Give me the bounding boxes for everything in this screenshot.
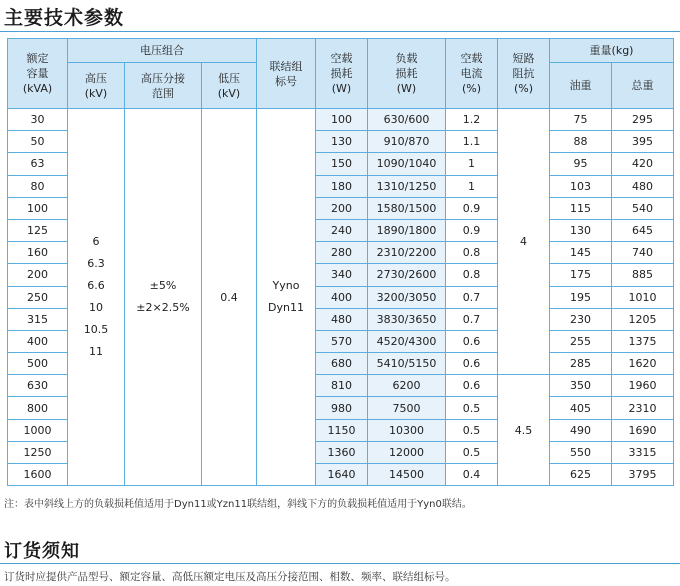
stack-value: 6.3 <box>87 257 105 271</box>
cell-load-loss: 1310/1250 <box>368 175 446 197</box>
cell-load-loss: 3200/3050 <box>368 286 446 308</box>
spec-table <box>7 38 674 486</box>
stack-value: Dyn11 <box>268 301 304 315</box>
cell-load-loss: 1580/1500 <box>368 197 446 219</box>
stack-value: ±2×2.5% <box>136 301 190 315</box>
cell-load-loss: 12000 <box>368 441 446 463</box>
cell-no-load-current: 0.6 <box>446 353 498 375</box>
cell-capacity: 500 <box>8 353 68 375</box>
header-connection: 联结组 标号 <box>257 39 316 109</box>
cell-total-weight: 540 <box>612 197 674 219</box>
cell-load-loss: 2730/2600 <box>368 264 446 286</box>
cell-hv-values <box>68 109 125 486</box>
stack-value: 6 <box>92 235 100 249</box>
cell-no-load-current: 1 <box>446 153 498 175</box>
cell-no-load-current: 0.6 <box>446 330 498 352</box>
cell-oil-weight: 115 <box>550 197 612 219</box>
cell-oil-weight: 88 <box>550 131 612 153</box>
cell-capacity: 100 <box>8 197 68 219</box>
cell-no-load-current: 0.4 <box>446 464 498 486</box>
cell-oil-weight: 130 <box>550 219 612 241</box>
cell-no-load-loss: 150 <box>316 153 368 175</box>
cell-load-loss: 10300 <box>368 419 446 441</box>
header-weight: 重量(kg) <box>550 39 674 63</box>
cell-no-load-current: 0.7 <box>446 308 498 330</box>
cell-impedance: 4.5 <box>498 375 550 486</box>
cell-load-loss: 14500 <box>368 464 446 486</box>
cell-oil-weight: 255 <box>550 330 612 352</box>
cell-no-load-loss: 100 <box>316 109 368 131</box>
cell-load-loss: 4520/4300 <box>368 330 446 352</box>
cell-capacity: 80 <box>8 175 68 197</box>
cell-total-weight: 420 <box>612 153 674 175</box>
cell-no-load-current: 0.5 <box>446 441 498 463</box>
cell-total-weight: 295 <box>612 109 674 131</box>
cell-no-load-loss: 400 <box>316 286 368 308</box>
cell-lv: 0.4 <box>202 109 257 486</box>
cell-oil-weight: 625 <box>550 464 612 486</box>
cell-total-weight: 1690 <box>612 419 674 441</box>
cell-load-loss: 1090/1040 <box>368 153 446 175</box>
cell-no-load-loss: 680 <box>316 353 368 375</box>
cell-no-load-current: 0.9 <box>446 219 498 241</box>
cell-oil-weight: 285 <box>550 353 612 375</box>
cell-no-load-current: 0.5 <box>446 419 498 441</box>
header-impedance: 短路 阻抗 (%) <box>498 39 550 109</box>
cell-total-weight: 1010 <box>612 286 674 308</box>
header-lv: 低压 (kV) <box>202 63 257 109</box>
cell-total-weight: 740 <box>612 242 674 264</box>
stack-value: 11 <box>89 345 103 359</box>
cell-oil-weight: 103 <box>550 175 612 197</box>
cell-capacity: 200 <box>8 264 68 286</box>
cell-oil-weight: 75 <box>550 109 612 131</box>
section-title-ordering: 订货须知 <box>4 541 80 562</box>
header-no-load-loss: 空载 损耗 (W) <box>316 39 368 109</box>
cell-capacity: 630 <box>8 375 68 397</box>
cell-oil-weight: 195 <box>550 286 612 308</box>
cell-load-loss: 5410/5150 <box>368 353 446 375</box>
cell-no-load-current: 1.2 <box>446 109 498 131</box>
cell-load-loss: 1890/1800 <box>368 219 446 241</box>
cell-total-weight: 395 <box>612 131 674 153</box>
cell-oil-weight: 350 <box>550 375 612 397</box>
cell-capacity: 315 <box>8 308 68 330</box>
cell-total-weight: 3795 <box>612 464 674 486</box>
cell-oil-weight: 405 <box>550 397 612 419</box>
cell-capacity: 800 <box>8 397 68 419</box>
cell-no-load-loss: 200 <box>316 197 368 219</box>
cell-no-load-loss: 480 <box>316 308 368 330</box>
cell-no-load-loss: 280 <box>316 242 368 264</box>
cell-no-load-current: 0.7 <box>446 286 498 308</box>
cell-oil-weight: 95 <box>550 153 612 175</box>
ordering-text: 订货时应提供产品型号、额定容量、高低压额定电压及高压分接范围、相数、频率、联结组标号。 <box>4 571 456 583</box>
cell-oil-weight: 175 <box>550 264 612 286</box>
cell-tap-range <box>125 109 202 486</box>
cell-total-weight: 645 <box>612 219 674 241</box>
cell-capacity: 160 <box>8 242 68 264</box>
cell-capacity: 1250 <box>8 441 68 463</box>
cell-capacity: 50 <box>8 131 68 153</box>
title-divider-2 <box>0 563 680 564</box>
cell-impedance: 4 <box>498 109 550 375</box>
title-divider <box>0 31 680 32</box>
cell-total-weight: 1960 <box>612 375 674 397</box>
cell-no-load-loss: 130 <box>316 131 368 153</box>
table-note: 注：表中斜线上方的负载损耗值适用于Dyn11或Yzn11联结组，斜线下方的负载损耗值适用于Yyn0联结。 <box>4 499 472 510</box>
header-hv: 高压 (kV) <box>68 63 125 109</box>
cell-total-weight: 480 <box>612 175 674 197</box>
cell-no-load-loss: 340 <box>316 264 368 286</box>
cell-no-load-current: 1 <box>446 175 498 197</box>
header-no-load-current: 空载 电流 (%) <box>446 39 498 109</box>
cell-load-loss: 910/870 <box>368 131 446 153</box>
cell-capacity: 1000 <box>8 419 68 441</box>
header-oil-weight: 油重 <box>550 63 612 109</box>
cell-total-weight: 1375 <box>612 330 674 352</box>
stack-value: 6.6 <box>87 279 105 293</box>
cell-oil-weight: 145 <box>550 242 612 264</box>
cell-total-weight: 1620 <box>612 353 674 375</box>
cell-no-load-loss: 810 <box>316 375 368 397</box>
header-tap-range: 高压分接 范围 <box>125 63 202 109</box>
cell-load-loss: 3830/3650 <box>368 308 446 330</box>
cell-capacity: 250 <box>8 286 68 308</box>
cell-no-load-loss: 1640 <box>316 464 368 486</box>
cell-capacity: 125 <box>8 219 68 241</box>
header-voltage-group: 电压组合 <box>68 39 257 63</box>
stack-value: Yyno <box>272 279 300 293</box>
cell-total-weight: 885 <box>612 264 674 286</box>
cell-capacity: 400 <box>8 330 68 352</box>
cell-no-load-current: 0.8 <box>446 264 498 286</box>
cell-capacity: 63 <box>8 153 68 175</box>
cell-no-load-loss: 1360 <box>316 441 368 463</box>
cell-no-load-current: 0.8 <box>446 242 498 264</box>
cell-capacity: 1600 <box>8 464 68 486</box>
cell-load-loss: 2310/2200 <box>368 242 446 264</box>
cell-total-weight: 3315 <box>612 441 674 463</box>
cell-load-loss: 7500 <box>368 397 446 419</box>
cell-no-load-current: 0.5 <box>446 397 498 419</box>
cell-total-weight: 1205 <box>612 308 674 330</box>
cell-load-loss: 6200 <box>368 375 446 397</box>
cell-no-load-loss: 180 <box>316 175 368 197</box>
cell-load-loss: 630/600 <box>368 109 446 131</box>
cell-no-load-current: 0.6 <box>446 375 498 397</box>
cell-capacity: 30 <box>8 109 68 131</box>
cell-no-load-current: 0.9 <box>446 197 498 219</box>
table-row <box>8 109 674 131</box>
cell-no-load-current: 1.1 <box>446 131 498 153</box>
stack-value: 10 <box>89 301 103 315</box>
cell-oil-weight: 550 <box>550 441 612 463</box>
cell-no-load-loss: 1150 <box>316 419 368 441</box>
header-load-loss: 负载 损耗 (W) <box>368 39 446 109</box>
header-rated-capacity: 额定 容量 (kVA) <box>8 39 68 109</box>
cell-total-weight: 2310 <box>612 397 674 419</box>
stack-value: ±5% <box>149 279 177 293</box>
cell-no-load-loss: 980 <box>316 397 368 419</box>
cell-oil-weight: 490 <box>550 419 612 441</box>
stack-value: 10.5 <box>83 323 109 337</box>
cell-connection <box>257 109 316 486</box>
cell-oil-weight: 230 <box>550 308 612 330</box>
header-total-weight: 总重 <box>612 63 674 109</box>
section-title-specs: 主要技术参数 <box>4 7 125 29</box>
cell-no-load-loss: 570 <box>316 330 368 352</box>
cell-no-load-loss: 240 <box>316 219 368 241</box>
